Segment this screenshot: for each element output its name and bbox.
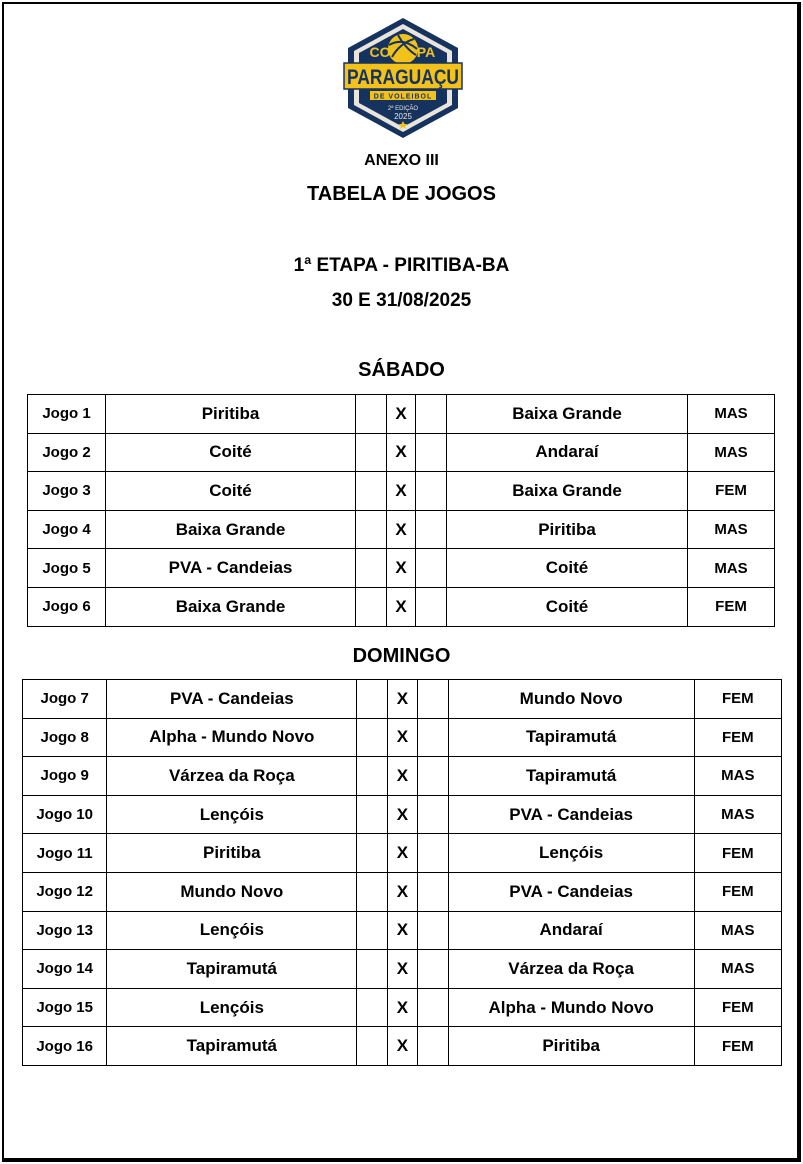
versus-mark: X (388, 757, 417, 796)
home-team: Lençóis (107, 795, 357, 834)
home-team: Piritiba (107, 834, 357, 873)
versus-mark: X (387, 472, 416, 511)
game-number: Jogo 13 (23, 911, 107, 950)
home-score (357, 680, 388, 719)
game-row (28, 510, 775, 549)
home-team: PVA - Candeias (107, 680, 357, 719)
home-team: Mundo Novo (107, 872, 357, 911)
away-score (417, 795, 448, 834)
sunday-games-table (22, 679, 782, 1066)
versus-mark: X (388, 988, 417, 1027)
away-team: Tapiramutá (448, 718, 694, 757)
away-team: Alpha - Mundo Novo (448, 988, 694, 1027)
away-score (417, 757, 448, 796)
versus-mark: X (388, 911, 417, 950)
versus-mark: X (387, 433, 416, 472)
category: MAS (688, 395, 775, 434)
category: MAS (694, 911, 781, 950)
away-score (417, 911, 448, 950)
away-team: Mundo Novo (448, 680, 694, 719)
versus-mark: X (388, 795, 417, 834)
category: FEM (694, 1027, 781, 1066)
sunday-title: DOMINGO (352, 645, 451, 667)
away-team: Piritiba (447, 510, 688, 549)
game-number: Jogo 9 (23, 757, 107, 796)
category: FEM (688, 587, 775, 626)
game-row (28, 549, 775, 588)
game-row (23, 834, 782, 873)
home-score (356, 395, 387, 434)
category: MAS (694, 757, 781, 796)
game-number: Jogo 2 (28, 433, 106, 472)
svg-text:PARAGUAÇU: PARAGUAÇU (347, 66, 459, 89)
category: MAS (694, 950, 781, 989)
game-row (23, 718, 782, 757)
away-team: Piritiba (448, 1027, 694, 1066)
versus-mark: X (387, 510, 416, 549)
away-score (417, 872, 448, 911)
stage-title: 1ª ETAPA - PIRITIBA-BA (293, 255, 510, 276)
home-score (356, 472, 387, 511)
game-number: Jogo 14 (23, 950, 107, 989)
game-number: Jogo 3 (28, 472, 106, 511)
away-team: Andaraí (448, 911, 694, 950)
game-row (23, 988, 782, 1027)
game-number: Jogo 10 (23, 795, 107, 834)
away-score (417, 718, 448, 757)
home-score (357, 757, 388, 796)
svg-text:PA: PA (416, 44, 436, 60)
home-team: Lençóis (107, 988, 357, 1027)
away-team: Lençóis (448, 834, 694, 873)
home-score (356, 587, 387, 626)
away-score (416, 549, 447, 588)
home-score (357, 911, 388, 950)
game-row (23, 757, 782, 796)
home-score (357, 718, 388, 757)
game-number: Jogo 1 (28, 395, 106, 434)
versus-mark: X (388, 718, 417, 757)
game-number: Jogo 11 (23, 834, 107, 873)
copa-paraguacu-logo (340, 15, 466, 141)
away-team: Várzea da Roça (448, 950, 694, 989)
versus-mark: X (388, 680, 417, 719)
home-team: Coité (106, 472, 356, 511)
svg-text:DE VOLEIBOL: DE VOLEIBOL (373, 93, 433, 101)
svg-text:2025: 2025 (394, 112, 412, 121)
game-number: Jogo 16 (23, 1027, 107, 1066)
home-team: Tapiramutá (107, 950, 357, 989)
document-title: TABELA DE JOGOS (307, 183, 496, 205)
category: MAS (694, 795, 781, 834)
game-row (28, 433, 775, 472)
home-score (357, 872, 388, 911)
category: FEM (694, 834, 781, 873)
away-score (417, 950, 448, 989)
away-score (417, 988, 448, 1027)
away-team: Tapiramutá (448, 757, 694, 796)
home-score (357, 834, 388, 873)
home-score (356, 433, 387, 472)
category: MAS (688, 549, 775, 588)
home-team: Alpha - Mundo Novo (107, 718, 357, 757)
home-team: Várzea da Roça (107, 757, 357, 796)
game-number: Jogo 7 (23, 680, 107, 719)
game-row (28, 395, 775, 434)
away-team: PVA - Candeias (448, 872, 694, 911)
category: FEM (694, 680, 781, 719)
home-team: Baixa Grande (106, 587, 356, 626)
away-team: Coité (447, 587, 688, 626)
away-score (416, 587, 447, 626)
game-number: Jogo 15 (23, 988, 107, 1027)
game-number: Jogo 6 (28, 587, 106, 626)
home-team: Baixa Grande (106, 510, 356, 549)
away-score (417, 680, 448, 719)
home-team: Tapiramutá (107, 1027, 357, 1066)
home-team: Piritiba (106, 395, 356, 434)
game-number: Jogo 8 (23, 718, 107, 757)
game-row (23, 680, 782, 719)
home-score (357, 988, 388, 1027)
versus-mark: X (387, 587, 416, 626)
away-score (416, 510, 447, 549)
game-row (23, 1027, 782, 1066)
category: FEM (694, 718, 781, 757)
home-score (356, 510, 387, 549)
versus-mark: X (388, 872, 417, 911)
away-team: Baixa Grande (447, 472, 688, 511)
svg-text:2ª EDIÇÃO: 2ª EDIÇÃO (387, 106, 419, 112)
versus-mark: X (388, 834, 417, 873)
game-row (23, 950, 782, 989)
category: MAS (688, 510, 775, 549)
versus-mark: X (388, 950, 417, 989)
away-team: Andaraí (447, 433, 688, 472)
away-score (416, 395, 447, 434)
game-number: Jogo 4 (28, 510, 106, 549)
versus-mark: X (387, 549, 416, 588)
away-team: Baixa Grande (447, 395, 688, 434)
category: FEM (694, 988, 781, 1027)
game-row (28, 472, 775, 511)
svg-text:CO: CO (369, 44, 391, 60)
game-number: Jogo 5 (28, 549, 106, 588)
away-score (416, 472, 447, 511)
category: MAS (688, 433, 775, 472)
game-row (23, 911, 782, 950)
category: FEM (688, 472, 775, 511)
away-team: Coité (447, 549, 688, 588)
home-team: Lençóis (107, 911, 357, 950)
category: FEM (694, 872, 781, 911)
home-team: PVA - Candeias (106, 549, 356, 588)
away-score (417, 1027, 448, 1066)
annex-label: ANEXO III (364, 152, 439, 169)
saturday-games-table (27, 394, 775, 627)
away-score (416, 433, 447, 472)
stage-dates: 30 E 31/08/2025 (331, 290, 472, 311)
home-score (357, 795, 388, 834)
home-score (357, 1027, 388, 1066)
game-row (23, 872, 782, 911)
game-number: Jogo 12 (23, 872, 107, 911)
versus-mark: X (388, 1027, 417, 1066)
away-score (417, 834, 448, 873)
home-score (356, 549, 387, 588)
home-score (357, 950, 388, 989)
versus-mark: X (387, 395, 416, 434)
home-team: Coité (106, 433, 356, 472)
game-row (23, 795, 782, 834)
saturday-title: SÁBADO (358, 359, 445, 381)
away-team: PVA - Candeias (448, 795, 694, 834)
game-row (28, 587, 775, 626)
